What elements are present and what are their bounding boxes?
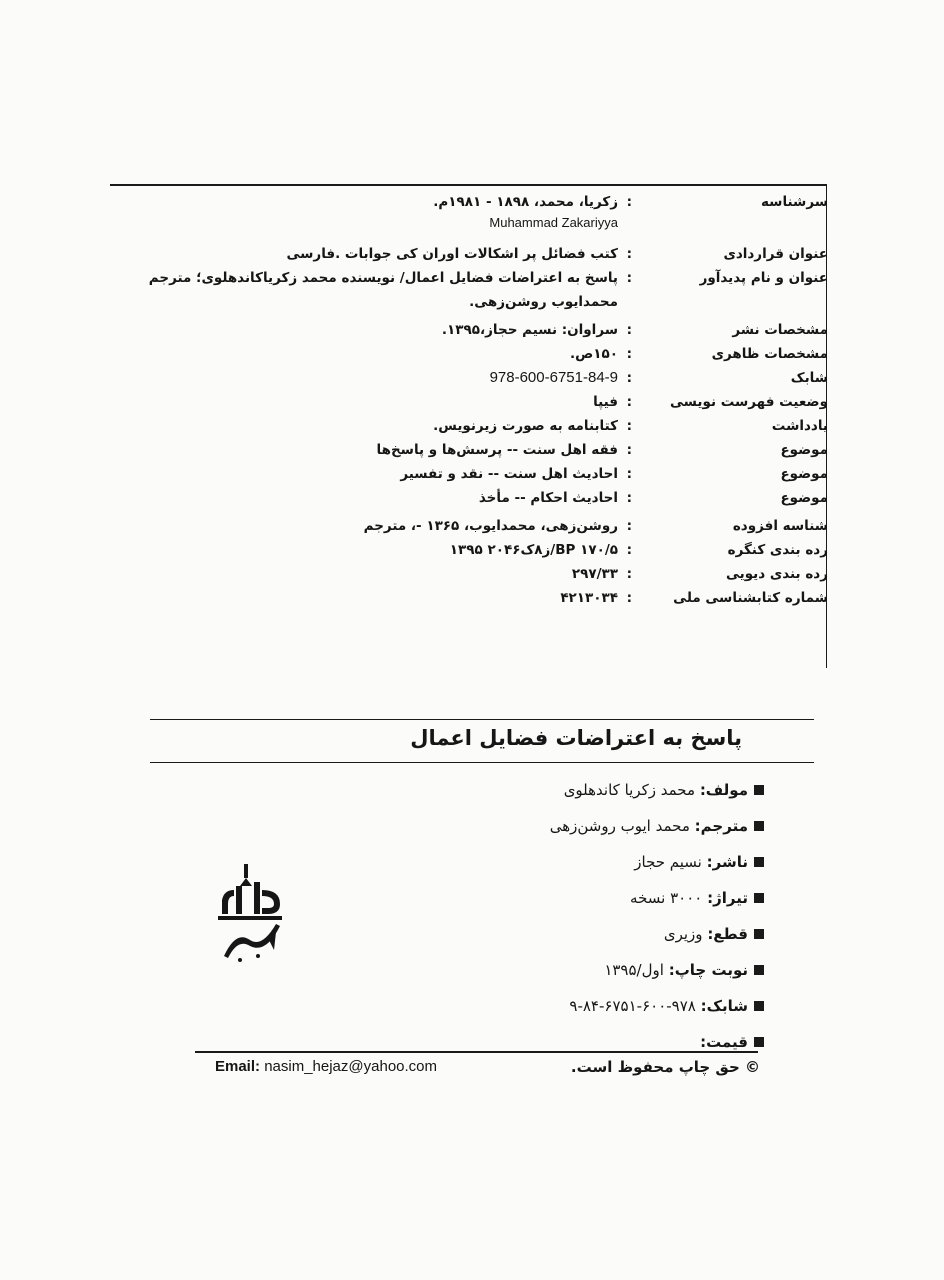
info-edition <box>404 952 764 988</box>
cip-value: 978-600-6751-84-9 <box>489 369 618 386</box>
cip-colon: : <box>626 270 632 286</box>
info-value: محمد زکریا کاندهلوی <box>563 781 696 799</box>
footer <box>200 1058 760 1084</box>
cip-table <box>100 190 828 610</box>
cip-label: شماره کتابشناسی ملی <box>673 590 828 606</box>
cip-value: فقه اهل سنت -- پرسش‌ها و پاسخ‌ها <box>376 442 618 458</box>
info-value: ۳۰۰۰ نسخه <box>630 889 703 907</box>
cip-colon: : <box>626 518 632 534</box>
cip-label: مشخصات ظاهری <box>711 346 828 362</box>
cip-top-rule <box>110 184 827 186</box>
bullet-square-icon <box>754 857 764 867</box>
cip-colon: : <box>626 194 632 210</box>
cip-value: کتب فضائل پر اشکالات اوران کی جوابات .فارسی <box>286 246 618 262</box>
info-key: نوبت چاپ: <box>668 961 748 979</box>
bullet-square-icon <box>754 821 764 831</box>
copyright-text: © حق چاپ محفوظ است. <box>570 1058 760 1076</box>
info-value: ۹۷۸-۶۰۰-۶۷۵۱-۸۴-۹ <box>569 997 696 1015</box>
footer-rule <box>195 1051 758 1053</box>
cip-colon: : <box>626 590 632 606</box>
title-bottom-rule <box>150 762 814 763</box>
cip-value: زکریا، محمد، ۱۸۹۸ - ۱۹۸۱م. <box>433 194 618 210</box>
cip-label: سرشناسه <box>761 194 828 210</box>
cip-row <box>100 538 828 562</box>
info-key: شابک: <box>700 997 748 1015</box>
info-key: ناشر: <box>706 853 748 871</box>
info-translator <box>404 808 764 844</box>
cip-row <box>100 462 828 486</box>
info-author <box>404 772 764 808</box>
cip-colon: : <box>626 490 632 506</box>
book-info-list <box>404 772 764 1060</box>
info-key: تیراژ: <box>707 889 748 907</box>
cip-label: موضوع <box>780 466 828 482</box>
info-isbn <box>404 988 764 1024</box>
bullet-square-icon <box>754 785 764 795</box>
cip-row <box>100 390 828 414</box>
email-label: Email: <box>215 1058 261 1075</box>
cip-colon: : <box>626 346 632 362</box>
cip-colon: : <box>626 322 632 338</box>
title-top-rule <box>150 719 814 720</box>
cip-colon: : <box>626 246 632 262</box>
cip-colon: : <box>626 542 632 558</box>
cip-colon: : <box>626 442 632 458</box>
cip-colon: : <box>626 466 632 482</box>
book-title: پاسخ به اعتراضات فضایل اعمال <box>410 726 742 750</box>
cip-colon: : <box>626 418 632 434</box>
cip-row <box>100 318 828 342</box>
cip-label: موضوع <box>780 490 828 506</box>
cip-row <box>100 190 828 232</box>
bullet-square-icon <box>754 929 764 939</box>
info-key: قیمت: <box>700 1033 748 1051</box>
email-line <box>215 1058 437 1075</box>
cip-value: ۱۵۰ص. <box>569 346 618 362</box>
info-print-run <box>404 880 764 916</box>
cip-colon: : <box>626 566 632 582</box>
info-key: قطع: <box>707 925 748 943</box>
cip-value: ۲۹۷/۳۳ <box>571 566 618 582</box>
cip-row <box>100 366 828 390</box>
cip-row <box>100 342 828 366</box>
cip-row <box>100 486 828 510</box>
bullet-square-icon <box>754 965 764 975</box>
cip-value: فیپا <box>593 394 618 410</box>
bullet-square-icon <box>754 1037 764 1047</box>
cip-row <box>100 438 828 462</box>
cip-value: سراوان: نسیم حجاز،۱۳۹۵. <box>441 322 618 338</box>
cip-colon: : <box>626 370 632 386</box>
info-value: نسیم حجاز <box>634 853 702 871</box>
info-price <box>404 1024 764 1060</box>
cip-label: موضوع <box>780 442 828 458</box>
cip-label: عنوان و نام پدیدآور <box>699 270 828 286</box>
cip-row <box>100 586 828 610</box>
info-key: مولف: <box>699 781 748 799</box>
info-value: وزیری <box>663 925 703 943</box>
cip-value-latin: Muhammad Zakariyya <box>489 215 618 230</box>
cip-row <box>100 242 828 266</box>
cip-value: ۴۲۱۳۰۳۴ <box>560 590 618 606</box>
cip-colon: : <box>626 394 632 410</box>
cip-value: BP ۱۷۰/۵/ز۸ک۲۰۴۶ ۱۳۹۵ <box>449 542 618 558</box>
info-key: مترجم: <box>694 817 748 835</box>
cip-label: شابک <box>790 370 828 386</box>
cip-row <box>100 514 828 538</box>
info-format <box>404 916 764 952</box>
cip-label: شناسه افزوده <box>732 518 828 534</box>
cip-label: رده بندی کنگره <box>727 542 828 558</box>
bullet-square-icon <box>754 1001 764 1011</box>
cip-row <box>100 266 828 314</box>
cip-value: کتابنامه به صورت زیرنویس. <box>433 418 618 434</box>
email-address[interactable]: nasim_hejaz@yahoo.com <box>264 1058 438 1075</box>
publisher-logo <box>210 860 290 970</box>
cip-value: روشن‌زهی، محمدایوب، ۱۳۶۵ -، مترجم <box>363 518 618 534</box>
cip-label: مشخصات نشر <box>732 322 828 338</box>
cip-row <box>100 562 828 586</box>
cip-value: پاسخ به اعتراضات فضایل اعمال/ نویسنده محمد زکریاکاندهلوی؛ مترجم محمدایوب روشن‌زهی. <box>148 270 618 310</box>
cip-label: یادداشت <box>771 418 828 434</box>
cip-label: رده بندی دیویی <box>725 566 828 582</box>
cip-label: عنوان قراردادی <box>723 246 828 262</box>
cip-row <box>100 414 828 438</box>
bullet-square-icon <box>754 893 764 903</box>
cip-label: وضعیت فهرست نویسی <box>670 394 828 410</box>
info-value: محمد ایوب روشن‌زهی <box>549 817 690 835</box>
cip-value: احادیث اهل سنت -- نقد و تفسیر <box>400 466 618 482</box>
info-publisher <box>404 844 764 880</box>
info-value: اول/۱۳۹۵ <box>604 961 664 979</box>
cip-value: احادیث احکام -- مأخذ <box>478 490 618 506</box>
